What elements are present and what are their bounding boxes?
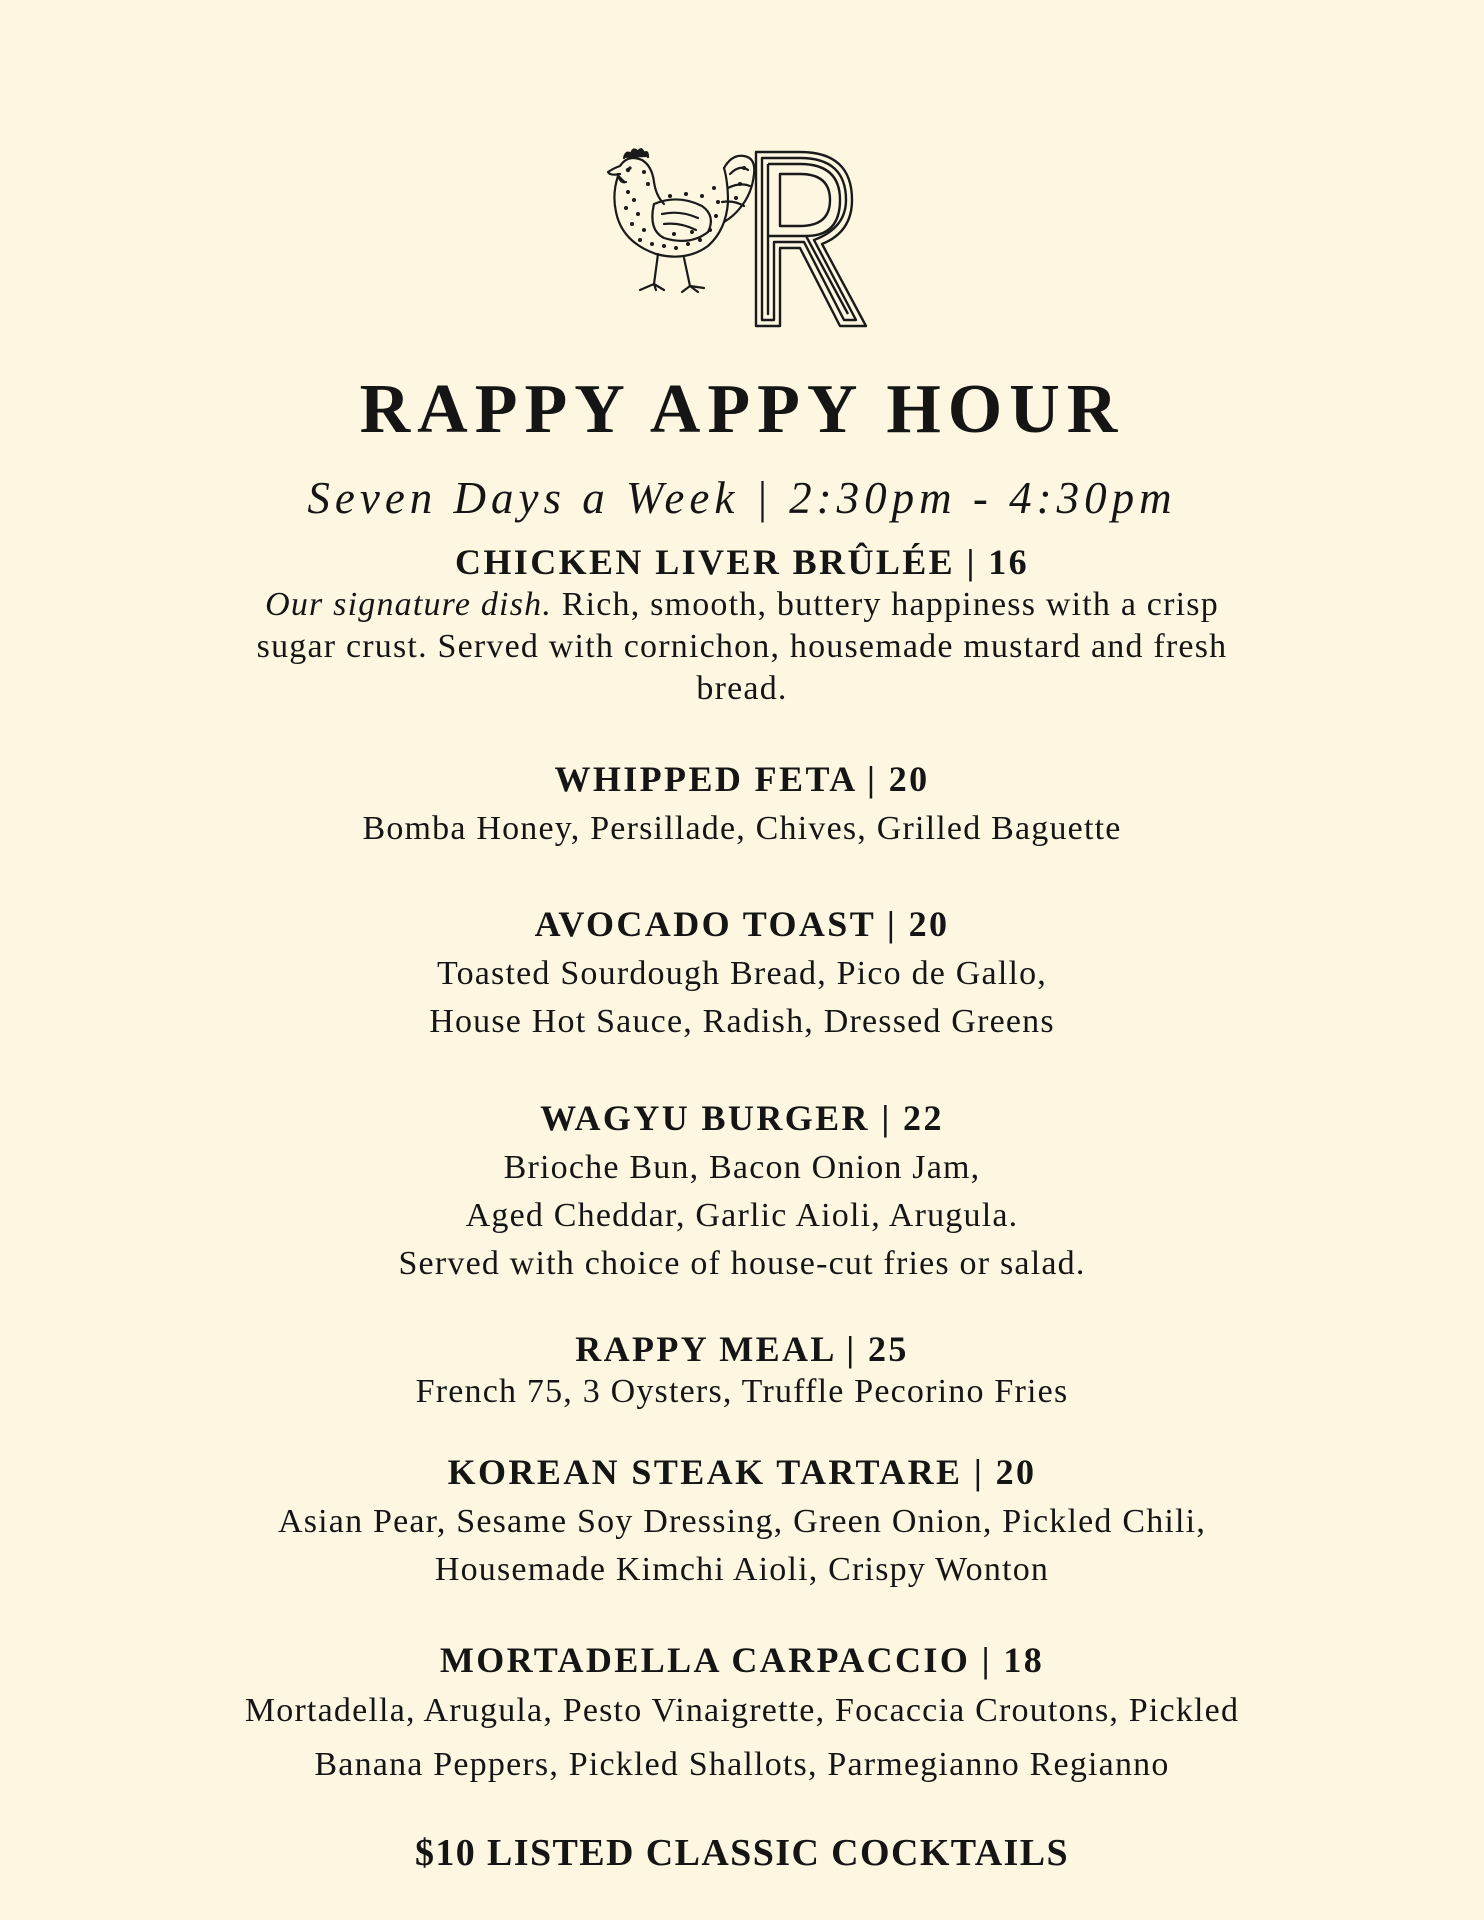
- menu-item-avocado-toast: [120, 902, 1364, 1046]
- description-line: Served with choice of house-cut fries or salad.: [398, 1245, 1086, 1282]
- menu-item-description: [120, 1371, 1364, 1413]
- menu-item-description: [120, 1144, 1364, 1288]
- menu-item-mortadella-carpaccio: [120, 1638, 1364, 1792]
- hen-icon: [608, 149, 754, 292]
- cocktail-promo: $10 LISTED CLASSIC COCKTAILS: [414, 1832, 1070, 1874]
- description-text: Rich, smooth, buttery happiness with a crisp: [552, 586, 1219, 623]
- description-line: Banana Peppers, Pickled Shallots, Parmegianno Regianno: [314, 1746, 1170, 1783]
- letter-r-icon: [756, 152, 866, 326]
- menu-item-rappy-meal: [120, 1327, 1364, 1413]
- menu-item-description: [120, 1498, 1364, 1594]
- menu-item-heading: WHIPPED FETA | 20: [554, 759, 930, 799]
- hen-and-letter-r-logo-icon: [604, 144, 884, 334]
- menu-item-korean-steak-tartare: [120, 1450, 1364, 1594]
- description-line: French 75, 3 Oysters, Truffle Pecorino Fries: [415, 1373, 1069, 1410]
- menu-item-description: [120, 1684, 1364, 1792]
- menu-item-whipped-feta: [120, 757, 1364, 853]
- description-line: Mortadella, Arugula, Pesto Vinaigrette, Focaccia Croutons, Pickled: [244, 1692, 1240, 1729]
- menu-item-heading: AVOCADO TOAST | 20: [534, 904, 950, 944]
- menu-item-heading: RAPPY MEAL | 25: [575, 1329, 909, 1369]
- menu-item-description: [120, 584, 1364, 710]
- hours-subtitle: Seven Days a Week | 2:30pm - 4:30pm: [307, 473, 1177, 523]
- restaurant-logo: [604, 144, 884, 334]
- description-line: sugar crust. Served with cornichon, housemade mustard and fresh: [256, 628, 1228, 665]
- description-line: bread.: [696, 670, 788, 707]
- description-line: Aged Cheddar, Garlic Aioli, Arugula.: [465, 1197, 1019, 1234]
- description-line: Asian Pear, Sesame Soy Dressing, Green Onion, Pickled Chili,: [277, 1503, 1207, 1540]
- menu-item-description: [120, 805, 1364, 853]
- page-title: RAPPY APPY HOUR: [359, 371, 1125, 448]
- menu-item-heading: WAGYU BURGER | 22: [540, 1098, 944, 1138]
- description-line: Bomba Honey, Persillade, Chives, Grilled Baguette: [362, 810, 1122, 847]
- description-line: Brioche Bun, Bacon Onion Jam,: [503, 1149, 981, 1186]
- menu-item-wagyu-burger: [120, 1096, 1364, 1288]
- menu-item-chicken-liver-brulee: [120, 540, 1364, 710]
- menu-item-heading: CHICKEN LIVER BRÛLÉE | 16: [454, 542, 1030, 582]
- signature-note: Our signature dish.: [265, 586, 553, 623]
- menu-item-heading: KOREAN STEAK TARTARE | 20: [447, 1452, 1037, 1492]
- description-line: Toasted Sourdough Bread, Pico de Gallo,: [436, 955, 1048, 992]
- menu-item-heading: MORTADELLA CARPACCIO | 18: [439, 1640, 1045, 1680]
- description-line: House Hot Sauce, Radish, Dressed Greens: [429, 1003, 1055, 1040]
- description-line: [120, 584, 1364, 626]
- menu-item-description: [120, 950, 1364, 1046]
- description-line: Housemade Kimchi Aioli, Crispy Wonton: [434, 1551, 1050, 1588]
